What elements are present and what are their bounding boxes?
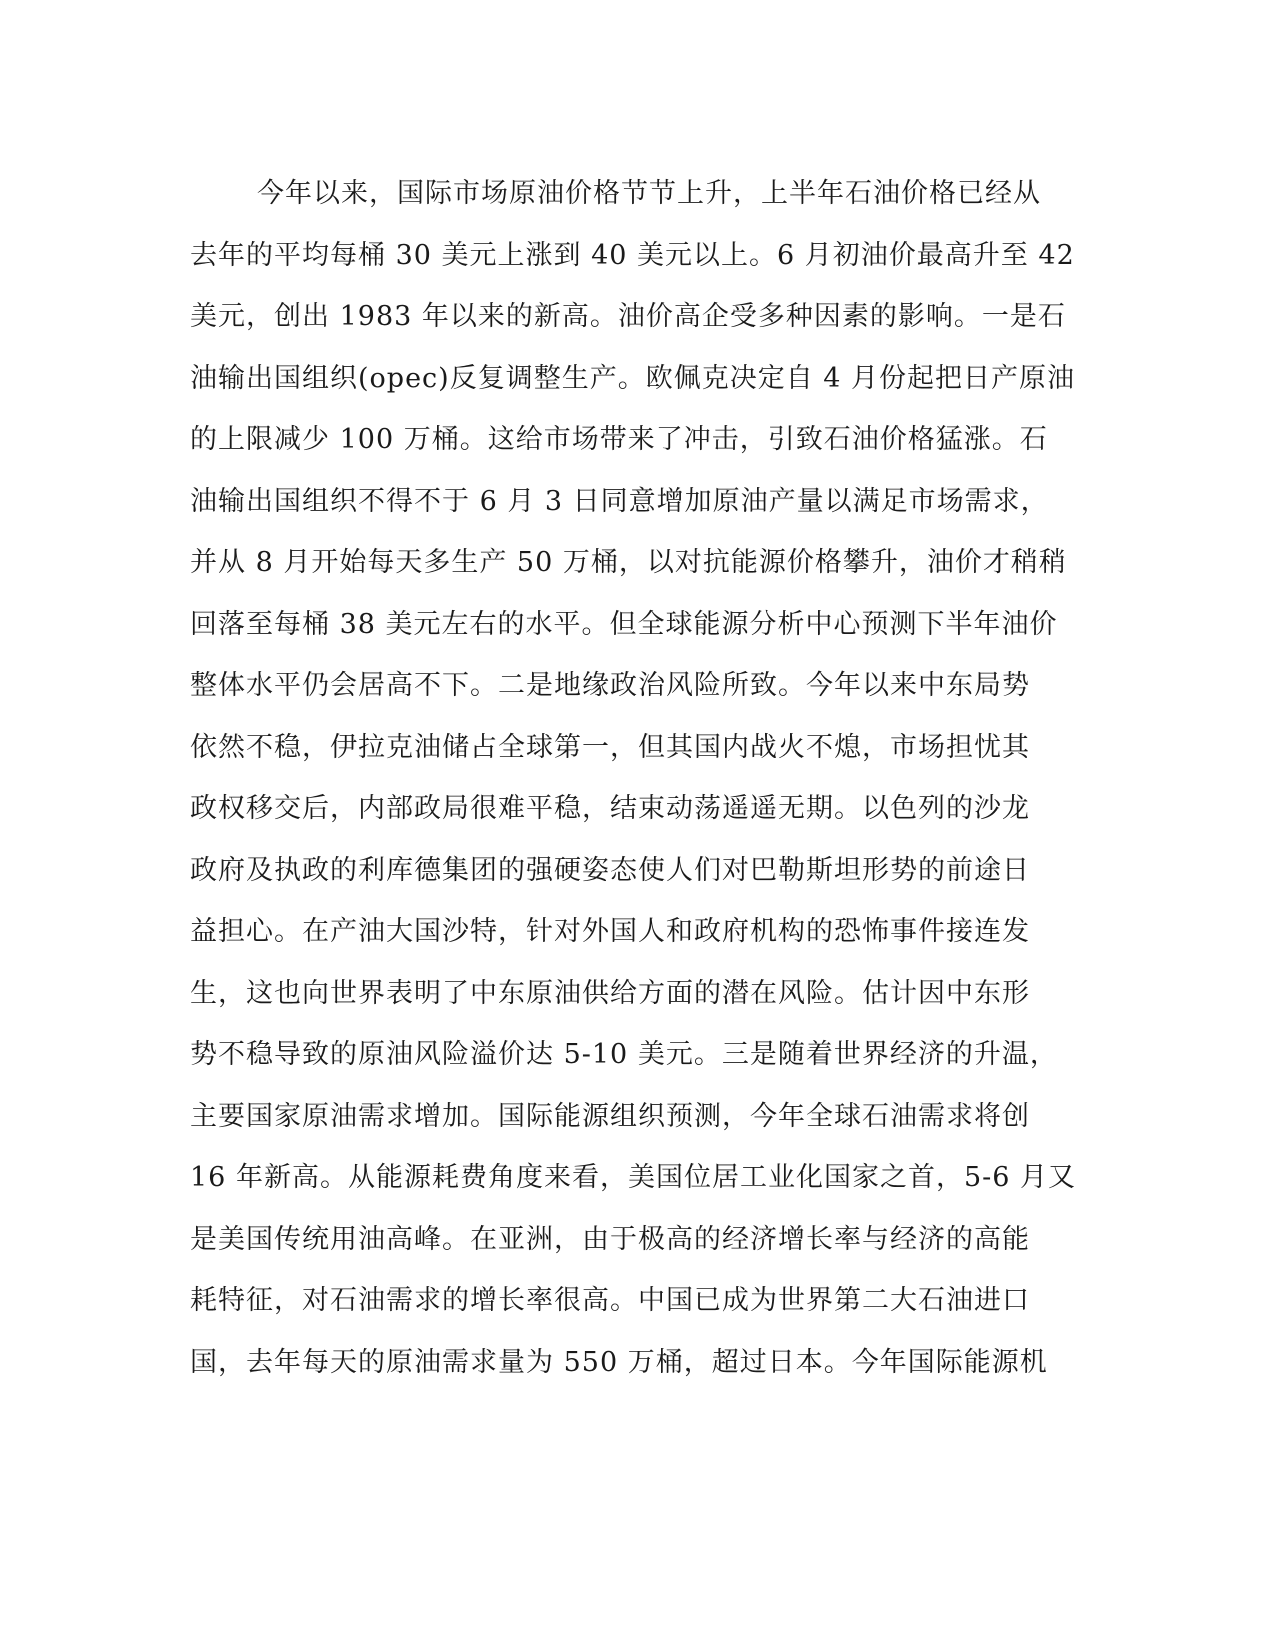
paragraph-line: 依然不稳，伊拉克油储占全球第一，但其国内战火不熄，市场担忧其 [190,731,1030,763]
paragraph-line: 16 年新高。从能源耗费角度来看，美国位居工业化国家之首，5-6 月又 [190,1162,1076,1193]
paragraph-line: 回落至每桶 38 美元左右的水平。但全球能源分析中心预测下半年油价 [190,608,1058,640]
paragraph-line: 益担心。在产油大国沙特，针对外国人和政府机构的恐怖事件接连发 [190,916,1030,947]
paragraph-line: 美元，创出 1983 年以来的新高。油价高企受多种因素的影响。一是石 [190,301,1066,332]
paragraph-line: 是美国传统用油高峰。在亚洲，由于极高的经济增长率与经济的高能 [190,1223,1030,1255]
paragraph-line: 油输出国组织不得不于 6 月 3 日同意增加原油产量以满足市场需求， [190,485,1049,517]
paragraph-line: 政权移交后，内部政局很难平稳，结束动荡遥遥无期。以色列的沙龙 [190,793,1030,824]
paragraph-line: 去年的平均每桶 30 美元上涨到 40 美元以上。6 月初油价最高升至 42 [190,239,1075,271]
paragraph-line: 势不稳导致的原油风险溢价达 5-10 美元。三是随着世界经济的升温， [190,1039,1058,1070]
paragraph-line: 政府及执政的利库德集团的强硬姿态使人们对巴勒斯坦形势的前途日 [190,854,1030,886]
paragraph-line: 的上限减少 100 万桶。这给市场带来了冲击，引致石油价格猛涨。石 [190,424,1048,455]
paragraph-line: 生，这也向世界表明了中东原油供给方面的潜在风险。估计因中东形 [190,977,1030,1009]
paragraph-line: 主要国家原油需求增加。国际能源组织预测，今年全球石油需求将创 [190,1100,1030,1132]
paragraph-line: 耗特征，对石油需求的增长率很高。中国已成为世界第二大石油进口 [190,1285,1030,1316]
paragraph-line: 国，去年每天的原油需求量为 550 万桶，超过日本。今年国际能源机 [190,1346,1048,1378]
body-paragraph [190,163,1090,1393]
paragraph-line: 今年以来，国际市场原油价格节节上升，上半年石油价格已经从 [257,178,1041,209]
paragraph-line: 整体水平仍会居高不下。二是地缘政治风险所致。今年以来中东局势 [190,670,1030,701]
paragraph-line: 并从 8 月开始每天多生产 50 万桶，以对抗能源价格攀升，油价才稍稍 [190,547,1067,578]
paragraph-line: 油输出国组织(opec)反复调整生产。欧佩克决定自 4 月份起把日产原油 [190,362,1076,394]
